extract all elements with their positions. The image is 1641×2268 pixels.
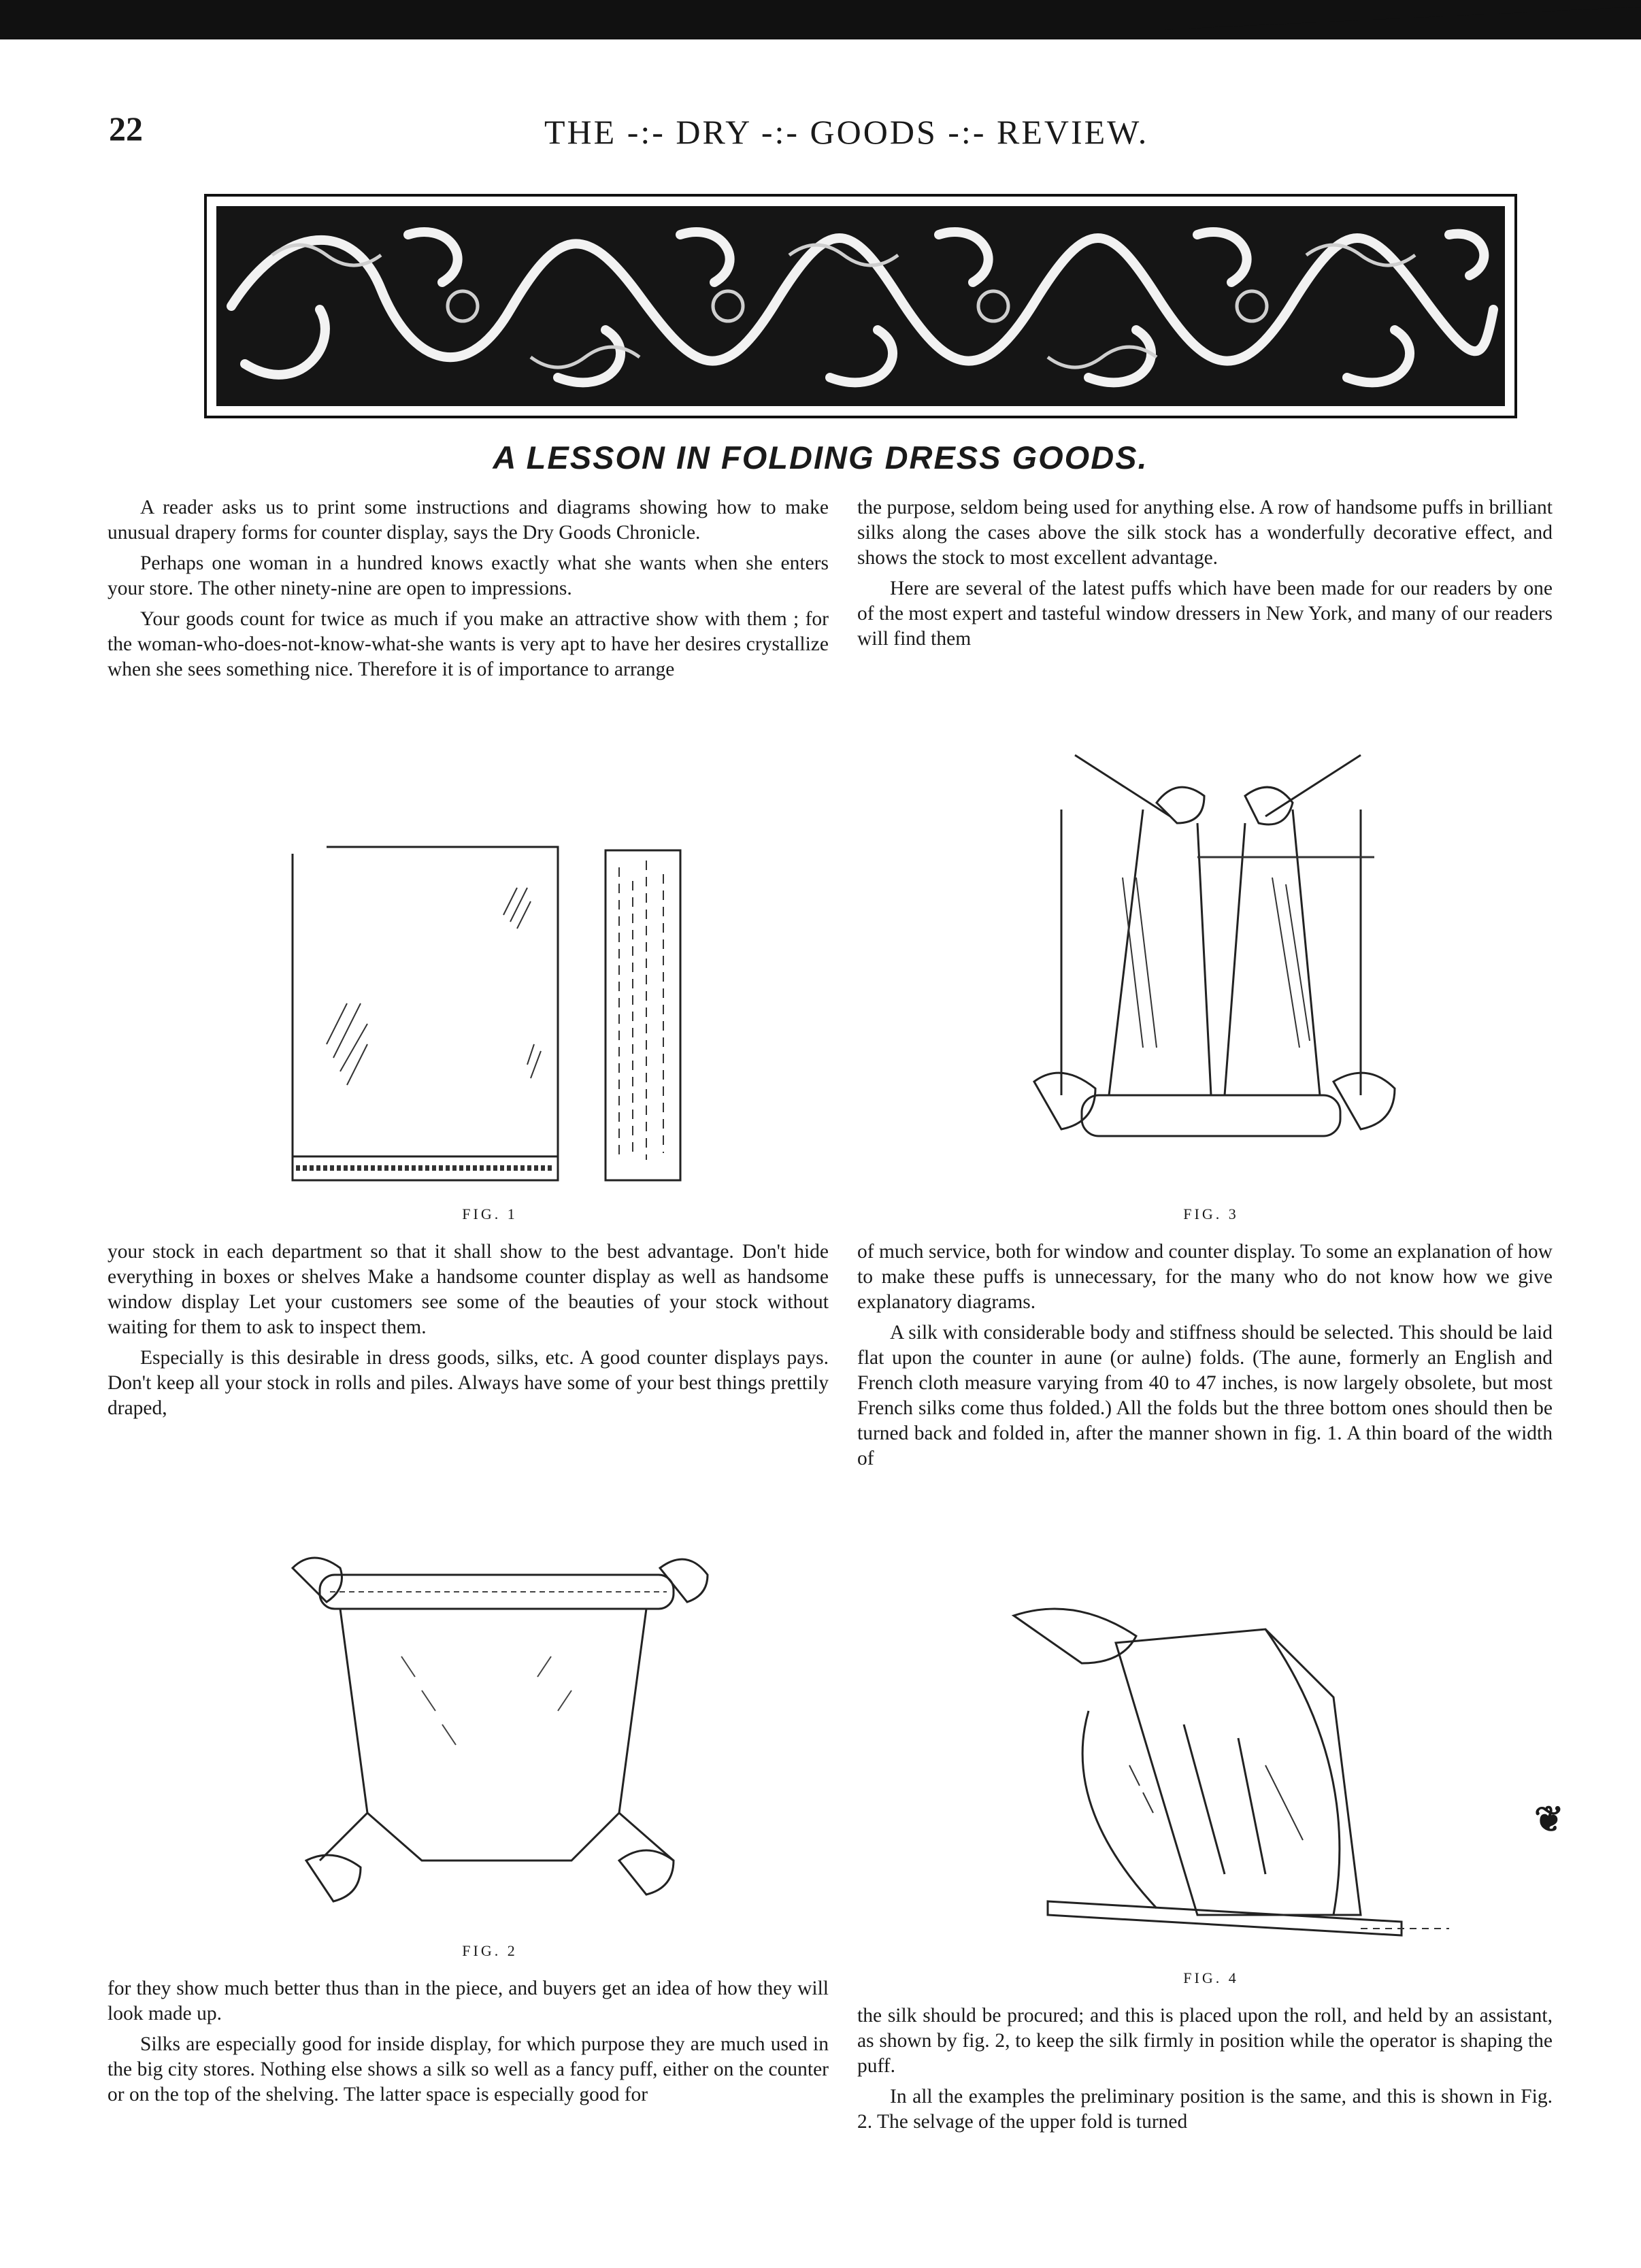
left-column-top [107, 495, 829, 688]
paragraph: In all the examples the preliminary position is the same, and this is shown in Fig. 2. The selvage of the upper fold is turned [857, 2086, 1553, 2133]
top-rule [0, 0, 1641, 39]
fig1-illustration [286, 840, 708, 1194]
paragraph: A reader asks us to print some instructions and diagrams showing how to make unusual drapery forms for counter display, says the Dry Goods Chronicle. [107, 497, 829, 544]
paragraph: Silks are especially good for inside display, for which purpose they are much used in the big city stores. Nothing else shows a silk so well as a fancy puff, either on the counter or on the top of the shelving. The latter space is especially good for [107, 2033, 829, 2105]
right-column-bottom [857, 2003, 1553, 2140]
left-column-bottom [107, 1976, 829, 2113]
fig3-illustration [1021, 741, 1415, 1184]
paragraph: of much service, both for window and counter display. To some an explanation of how to make these puffs is unnecessary, for the many who do not know how we give explanatory diagrams. [857, 1241, 1553, 1313]
fig4-caption: FIG. 4 [1183, 1969, 1239, 1986]
fig3-caption: FIG. 3 [1183, 1205, 1239, 1222]
fig4-illustration [980, 1588, 1456, 1956]
paragraph: Here are several of the latest puffs which have been made for our readers by one of the most expert and tasteful window dressers in New York, and many of our readers will find them [857, 578, 1553, 650]
fig2-caption: FIG. 2 [462, 1942, 518, 1959]
fig2-illustration [265, 1541, 728, 1922]
article-title: A LESSON IN FOLDING DRESS GOODS. [493, 439, 1148, 476]
paragraph: Especially is this desirable in dress goods, silks, etc. A good counter displays pays. Don't keep all your stock in rolls and piles. Always have some of your best things prettily draped, [107, 1347, 829, 1419]
right-column-top [857, 495, 1553, 657]
paragraph: Your goods count for twice as much if you make an attractive show with them ; for the woman-who-does-not-know-what-she wants is very apt to have her desires crystallize when she sees something nice. Therefore it is of importance to arrange [107, 608, 829, 680]
paragraph: the purpose, seldom being used for anything else. A row of handsome puffs in brilliant silks along the cases above the silk stock has a wonderfully decorative effect, and shows the stock to most excellent advantage. [857, 497, 1553, 569]
ornamental-scroll-banner-icon [204, 194, 1517, 418]
printer-mark-icon: ❦ [1534, 1801, 1564, 1839]
paragraph: for they show much better thus than in the piece, and buyers get an idea of how they will look made up. [107, 1978, 829, 2024]
left-column-middle [107, 1239, 829, 1427]
paragraph: your stock in each department so that it shall show to the best advantage. Don't hide everything in boxes or shelves Make a handsome counter display as well as handsome window display Let your customers see some of the beauties of your stock without waiting for them to ask to inspect them. [107, 1241, 829, 1338]
paragraph: the silk should be procured; and this is placed upon the roll, and held by an assistant, as shown by fig. 2, to keep the silk firmly in position while the operator is shaping the puff. [857, 2005, 1553, 2077]
masthead: THE -:- DRY -:- GOODS -:- REVIEW. [544, 113, 1149, 151]
paragraph: A silk with considerable body and stiffness should be selected. This should be laid flat upon the counter in aune (or aulne) folds. (The aune, formerly an English and French cloth measure varying from 40 to 47 inches, is now largely obsolete, but most French silks come thus folded.) All the folds but the three bottom ones should then be turned back and folded in, after the manner shown in fig. 1. A thin board of the width of [857, 1322, 1553, 1469]
fig1-caption: FIG. 1 [462, 1205, 518, 1222]
page-number: 22 [109, 110, 143, 148]
right-column-middle [857, 1239, 1553, 1477]
paragraph: Perhaps one woman in a hundred knows exactly what she wants when she enters your store. The other ninety-nine are open to impressions. [107, 552, 829, 599]
